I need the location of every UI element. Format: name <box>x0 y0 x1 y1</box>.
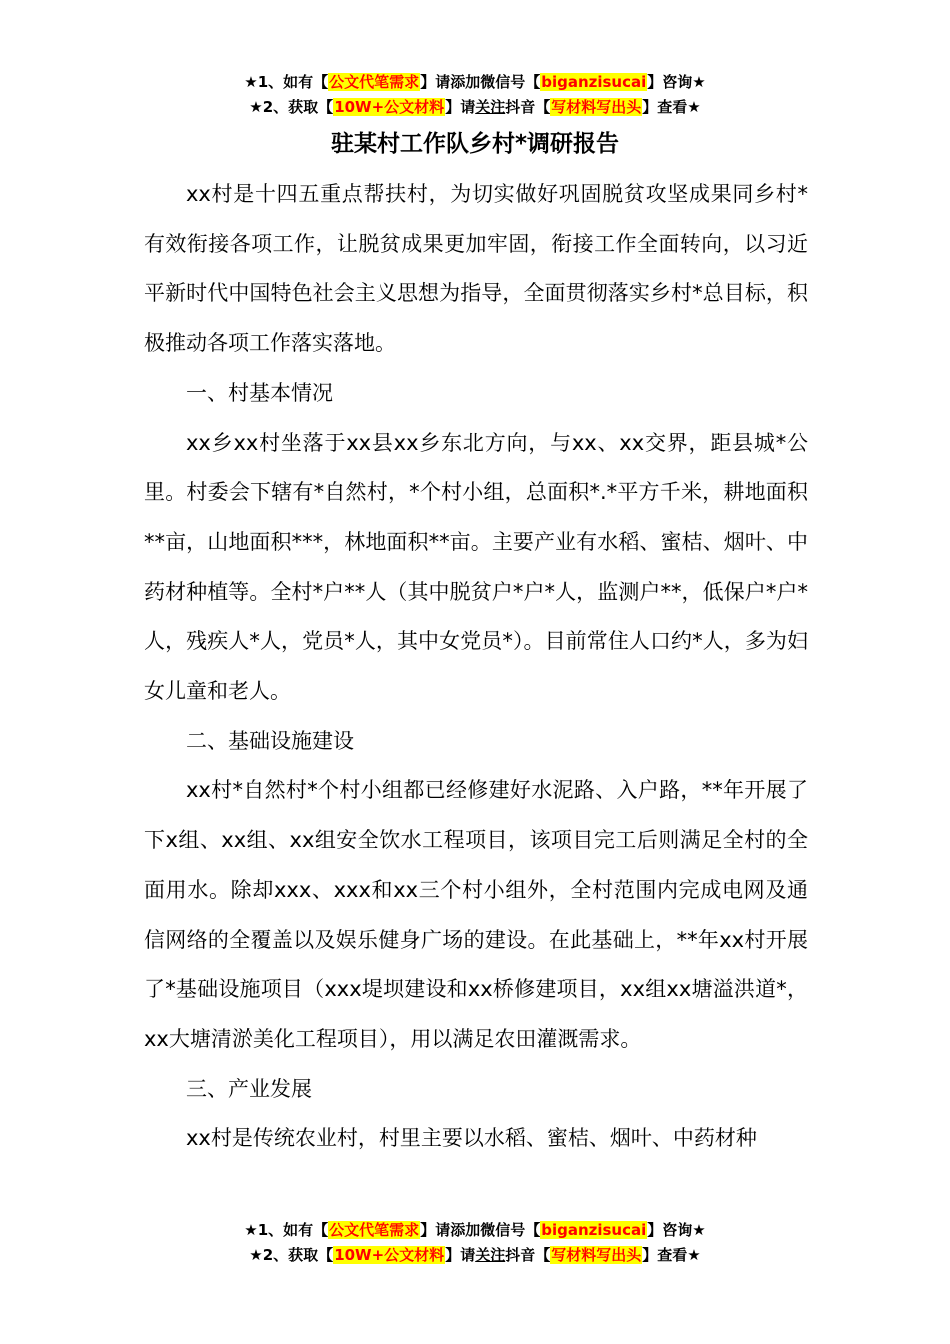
promo-text: 】查看★ <box>642 1246 701 1264</box>
promo-wechat-id: biganzisucai <box>541 73 647 91</box>
document-body <box>144 170 808 1164</box>
document-title: 驻某村工作队乡村*调研报告 <box>330 131 620 157</box>
promo-text: 】请 <box>445 98 476 116</box>
paragraph-intro: xx村是十四五重点帮扶村，为切实做好巩固脱贫攻坚成果同乡村*有效衔接各项工作，让脱贫成果更加牢固，衔接工作全面转向，以习近平新时代中国特色社会主义思想为指导，全面贯彻落实乡村*总目标，积极推动各项工作落实落地。 <box>144 182 808 356</box>
promo-text: 抖音【 <box>505 98 551 116</box>
promo-text: 抖音【 <box>505 1246 551 1264</box>
promo-line-2 <box>0 95 950 120</box>
promo-wechat-id: biganzisucai <box>541 1221 647 1239</box>
paragraph-industry: xx村是传统农业村，村里主要以水稻、蜜桔、烟叶、中药材种 <box>186 1126 757 1151</box>
promo-text: ★2、获取【 <box>249 98 334 116</box>
promo-text: ★2、获取【 <box>249 1246 334 1264</box>
promo-banner-top <box>0 70 950 120</box>
paragraph-infrastructure: xx村*自然村*个村小组都已经修建好水泥路、入户路，**年开展了下x组、xx组、xx组安全饮水工程项目，该项目完工后则满足全村的全面用水。除却xxx、xxx和xx三个村小组外，全村范围内完成电网及通信网络的全覆盖以及娱乐健身广场的建设。在此基础上，**年xx村开展了*基础设施项目（xxx堤坝建设和xx桥修建项目，xx组xx塘溢洪道*，xx大塘清淤美化工程项目），用以满足农田灌溉需求。 <box>144 778 808 1051</box>
paragraph-basic-info: xx乡xx村坐落于xx县xx乡东北方向，与xx、xx交界，距县城*公里。村委会下辖有*自然村，*个村小组，总面积*.*平方千米，耕地面积**亩，山地面积***，林地面积**亩。主要产业有水稻、蜜桔、烟叶、中药材种植等。全村*户**人（其中脱贫户*户*人，监测户**，低保户*户*人，残疾人*人，党员*人，其中女党员*）。目前常住人口约*人，多为妇女儿童和老人。 <box>144 430 808 704</box>
promo-text: ★1、如有【 <box>244 73 329 91</box>
promo-line-2 <box>0 1243 950 1268</box>
promo-text: 】请 <box>445 1246 476 1264</box>
promo-highlight: 10W+公文材料 <box>334 1246 445 1264</box>
promo-line-1 <box>0 1218 950 1243</box>
section-heading-2: 二、基础设施建设 <box>186 728 354 753</box>
promo-highlight: 写材料写出头 <box>551 98 642 116</box>
promo-underline: 关注 <box>475 98 506 116</box>
promo-highlight: 公文代笔需求 <box>329 1221 420 1239</box>
promo-underline: 关注 <box>475 1246 506 1264</box>
promo-highlight: 10W+公文材料 <box>334 98 445 116</box>
promo-text: 】咨询★ <box>647 1221 706 1239</box>
promo-text: 】查看★ <box>642 98 701 116</box>
promo-banner-bottom <box>0 1218 950 1268</box>
promo-line-1 <box>0 70 950 95</box>
promo-highlight: 写材料写出头 <box>551 1246 642 1264</box>
promo-highlight: 公文代笔需求 <box>329 73 420 91</box>
promo-text: 】请添加微信号【 <box>420 73 541 91</box>
promo-text: ★1、如有【 <box>244 1221 329 1239</box>
section-heading-3: 三、产业发展 <box>186 1076 312 1101</box>
promo-text: 】咨询★ <box>647 73 706 91</box>
promo-text: 】请添加微信号【 <box>420 1221 541 1239</box>
section-heading-1: 一、村基本情况 <box>186 380 333 405</box>
